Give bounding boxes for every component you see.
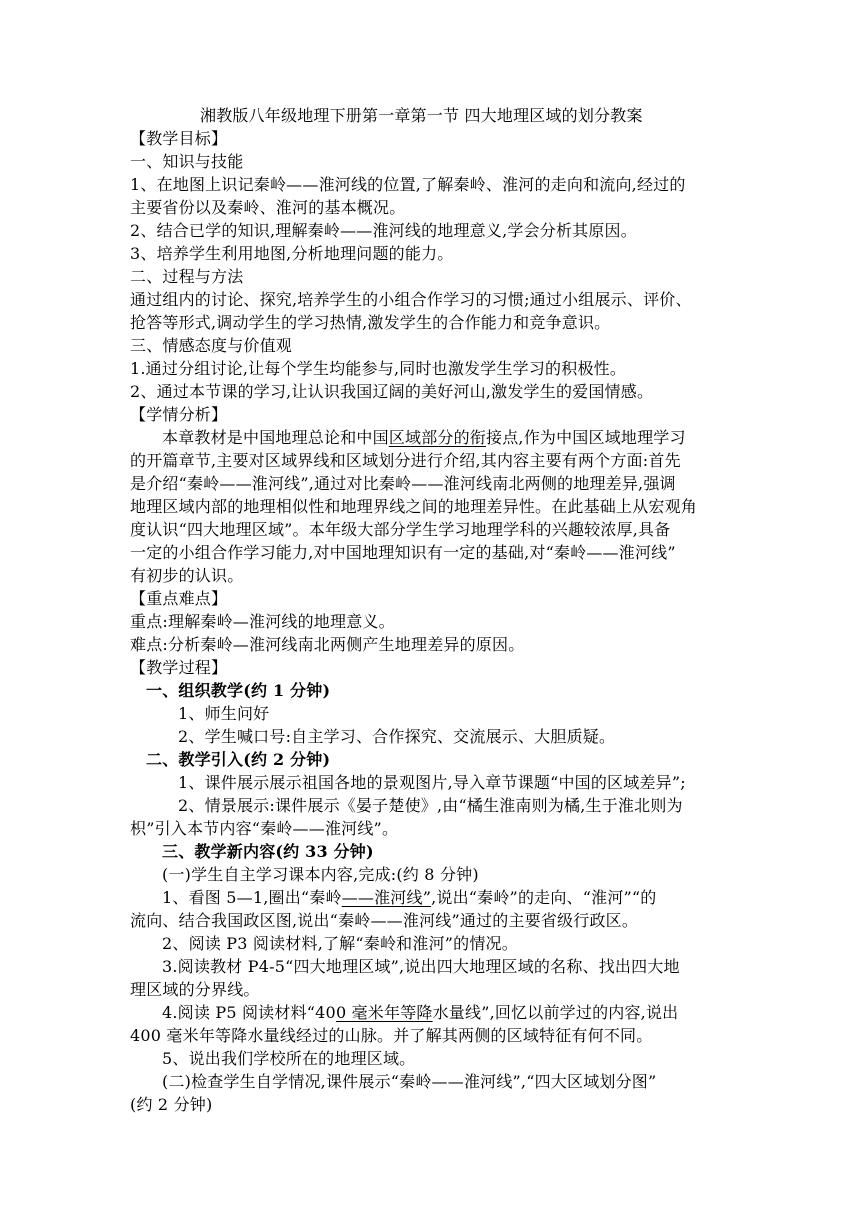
paragraph-line	[162, 427, 686, 449]
paragraph-line: (一)学生自主学习课本内容,完成:(约 8 分钟)	[162, 865, 479, 884]
paragraph-line: 一定的小组合作学习能力,对中国地理知识有一定的基础,对“秦岭——淮河线”	[130, 543, 676, 562]
section-heading-goals: 【教学目标】	[130, 129, 228, 148]
paragraph-line: 枳”引入本节内容“秦岭——淮河线”。	[130, 819, 399, 838]
section-heading-key-points: 【重点难点】	[130, 589, 228, 608]
underlined-text: 0 毫米年等降	[335, 1003, 433, 1022]
paragraph-line: 2、结合已学的知识,理解秦岭——淮河线的地理意义,学会分析其原因。	[130, 221, 637, 240]
text-run: 水量线”,回忆以前学过的内容,说出	[432, 1003, 679, 1022]
text-run: 本章教材是中国地理总论和中国	[162, 428, 389, 447]
paragraph-line: 1、课件展示展示祖国各地的景观图片,导入章节课题“中国的区域差异”;	[178, 773, 686, 792]
paragraph-line: 重点:理解秦岭—淮河线的地理意义。	[130, 612, 395, 631]
text-run: 接点,作为中国区域地理学习	[486, 428, 686, 447]
subheading-attitudes-values: 三、情感态度与价值观	[130, 336, 293, 355]
step-heading: 一、组织教学(约 1 分钟)	[146, 681, 331, 700]
step-heading: 二、教学引入(约 2 分钟)	[146, 750, 331, 769]
subheading-knowledge-skills: 一、知识与技能	[130, 152, 244, 171]
document-title: 湘教版八年级地理下册第一章第一节 四大地理区域的划分教案	[200, 106, 643, 125]
paragraph-line: 1.通过分组讨论,让每个学生均能参与,同时也激发学生学习的积极性。	[130, 359, 627, 378]
paragraph-line: 2、学生喊口号:自主学习、合作探究、交流展示、大胆质疑。	[178, 727, 616, 746]
step-heading: 三、教学新内容(约 33 分钟)	[162, 842, 374, 861]
paragraph-line: (二)检查学生自学情况,课件展示“秦岭——淮河线”,“四大区域划分图”	[162, 1072, 657, 1091]
text-run: 1、看图 5—1,圈出“秦岭	[162, 888, 342, 907]
paragraph-line: 度认识“四大地理区域”。本年级大部分学生学习地理学科的兴趣较浓厚,具备	[130, 520, 671, 539]
paragraph-line: (约 2 分钟)	[130, 1095, 213, 1114]
paragraph-line: 2、通过本节课的学习,让认识我国辽阔的美好河山,激发学生的爱国情感。	[130, 382, 654, 401]
paragraph-line: 流向、结合我国政区图,说出“秦岭——淮河线”通过的主要省级行政区。	[130, 911, 639, 930]
paragraph-line: 2、情景展示:课件展示《晏子楚使》,由“橘生淮南则为橘,生于淮北则为	[178, 796, 683, 815]
paragraph-line: 抢答等形式,调动学生的学习热情,激发学生的合作能力和竞争意识。	[130, 313, 611, 332]
section-heading-analysis: 【学情分析】	[130, 405, 228, 424]
paragraph-line	[162, 1002, 678, 1024]
paragraph-line: 理区域的分界线。	[130, 980, 260, 999]
paragraph-line: 通过组内的讨论、探究,培养学生的小组合作学习的习惯;通过小组展示、评价、	[130, 290, 692, 309]
text-run: ,说出“秦岭”的走向、“淮河”“的	[431, 888, 657, 907]
section-heading-process: 【教学过程】	[130, 658, 228, 677]
paragraph-line: 1、师生问好	[178, 704, 270, 723]
paragraph-line: 主要省份以及秦岭、淮河的基本概况。	[130, 198, 406, 217]
paragraph-line: 有初步的认识。	[130, 566, 244, 585]
paragraph-line: 2、阅读 P3 阅读材料,了解“秦岭和淮河”的情况。	[162, 934, 518, 953]
paragraph-line: 1、在地图上识记秦岭——淮河线的位置,了解秦岭、淮河的走向和流向,经过的	[130, 175, 686, 194]
paragraph-line: 是介绍“秦岭——淮河线”,通过对比秦岭——淮河线南北两侧的地理差异,强调	[130, 474, 676, 493]
paragraph-line	[162, 887, 656, 909]
paragraph-line: 400 毫米年等降水量线经过的山脉。并了解其两侧的区域特征有何不同。	[130, 1026, 653, 1045]
paragraph-line: 5、说出我们学校所在的地理区域。	[162, 1049, 416, 1068]
paragraph-line: 3.阅读教材 P4-5“四大地理区域”,说出四大地理区域的名称、找出四大地	[162, 957, 680, 976]
underlined-text: ——淮河线”	[341, 888, 432, 907]
text-run: 4.阅读 P5 阅读材料“40	[162, 1003, 336, 1022]
paragraph-line: 地理区域内部的地理相似性和地理界线之间的地理差异性。在此基础上从宏观角	[130, 497, 698, 516]
paragraph-line: 难点:分析秦岭—淮河线南北两侧产生地理差异的原因。	[130, 635, 525, 654]
paragraph-line: 3、培养学生利用地图,分析地理问题的能力。	[130, 244, 454, 263]
subheading-process-methods: 二、过程与方法	[130, 267, 244, 286]
underlined-text: 区域部分的衔	[388, 428, 487, 447]
paragraph-line: 的开篇章节,主要对区域界线和区域划分进行介绍,其内容主要有两个方面:首先	[130, 451, 681, 470]
